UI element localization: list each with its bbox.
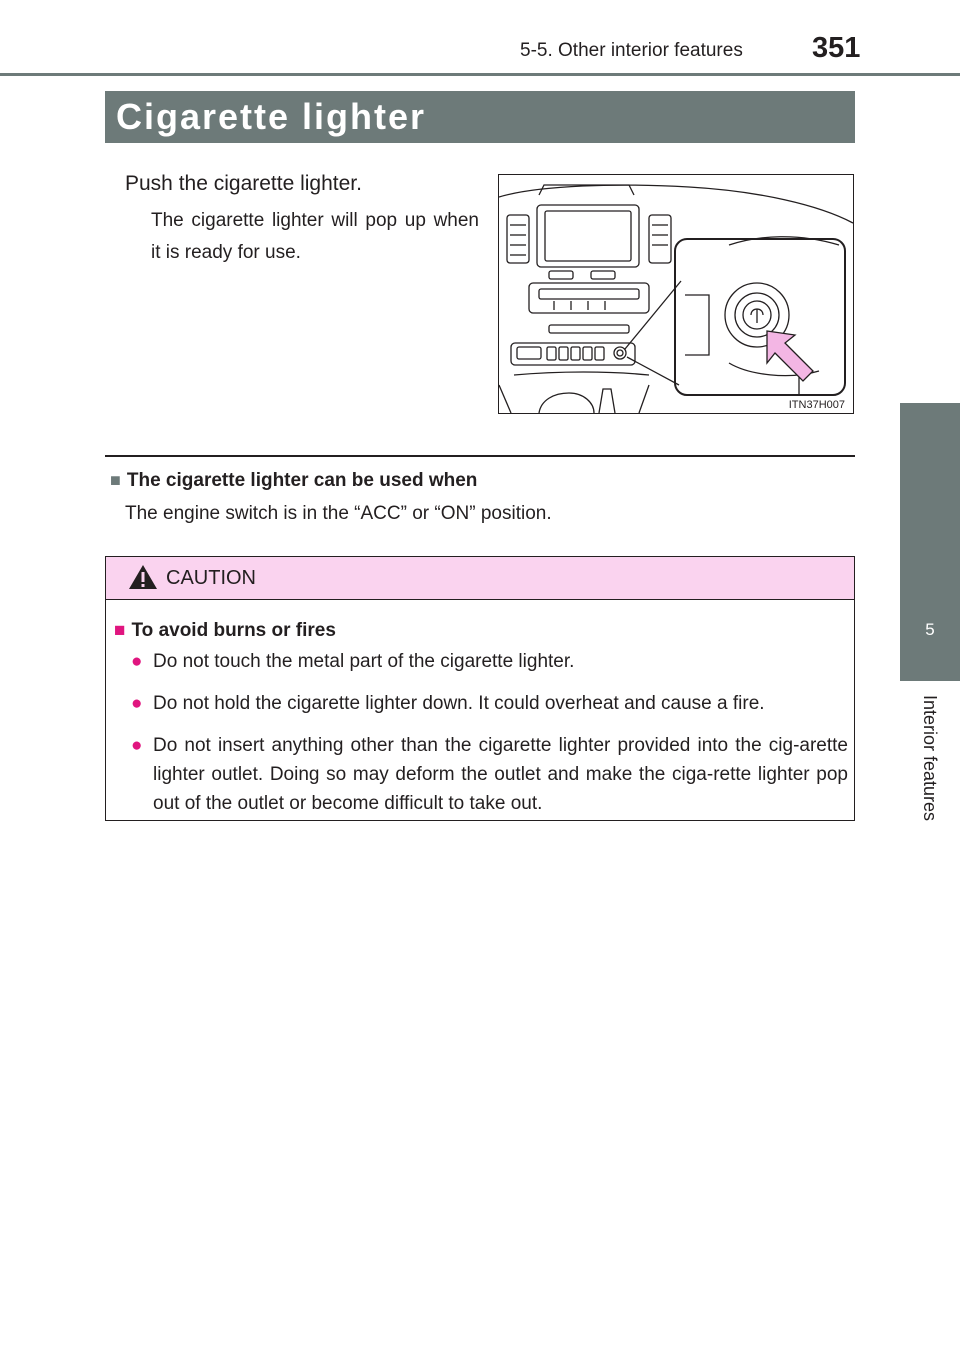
note-heading — [110, 470, 477, 492]
caution-item-text: Do not hold the cigarette lighter down. It could overheat and cause a fire. — [153, 693, 765, 714]
figure-code: ITN37H007 — [788, 399, 845, 411]
caution-item-text: Do not insert anything other than the cigarette lighter provided into the cig-arette lighter outlet. Doing so may deform the outlet and make the ciga-rette lighter pop out of the outlet or become difficult to take out. — [153, 735, 848, 814]
header-rule — [0, 73, 960, 76]
lighter-illustration-icon — [499, 175, 853, 413]
note-text: The engine switch is in the “ACC” or “ON” position. — [125, 503, 552, 524]
caution-item — [133, 731, 848, 818]
caution-item — [133, 647, 848, 676]
page-number: 351 — [812, 32, 861, 64]
bullet-icon: ● — [131, 693, 143, 714]
square-bullet-icon: ■ — [110, 470, 121, 490]
page-title: Cigarette lighter — [105, 91, 855, 143]
step-description: The cigarette lighter will pop up when it is ready for use. — [151, 210, 479, 263]
caution-heading — [114, 620, 336, 642]
push-arrow-icon — [767, 331, 813, 381]
caution-heading-text: To avoid burns or fires — [131, 620, 336, 641]
bullet-icon: ● — [131, 735, 143, 756]
square-bullet-icon: ■ — [114, 620, 126, 641]
section-reference: 5-5. Other interior features — [520, 40, 743, 61]
note-heading-text: The cigarette lighter can be used when — [126, 470, 478, 491]
caution-title: CAUTION — [166, 567, 256, 589]
caution-box — [105, 556, 855, 821]
section-divider — [105, 455, 855, 457]
caution-item — [133, 689, 848, 718]
step-heading: Push the cigarette lighter. — [125, 172, 362, 195]
chapter-number: 5 — [925, 620, 935, 639]
caution-item-text: Do not touch the metal part of the cigarette lighter. — [153, 651, 575, 672]
dashboard-illustration — [498, 174, 854, 414]
caution-header — [106, 557, 854, 600]
warning-triangle-icon — [128, 564, 158, 590]
chapter-label: Interior features — [920, 695, 940, 822]
bullet-icon: ● — [131, 651, 143, 672]
